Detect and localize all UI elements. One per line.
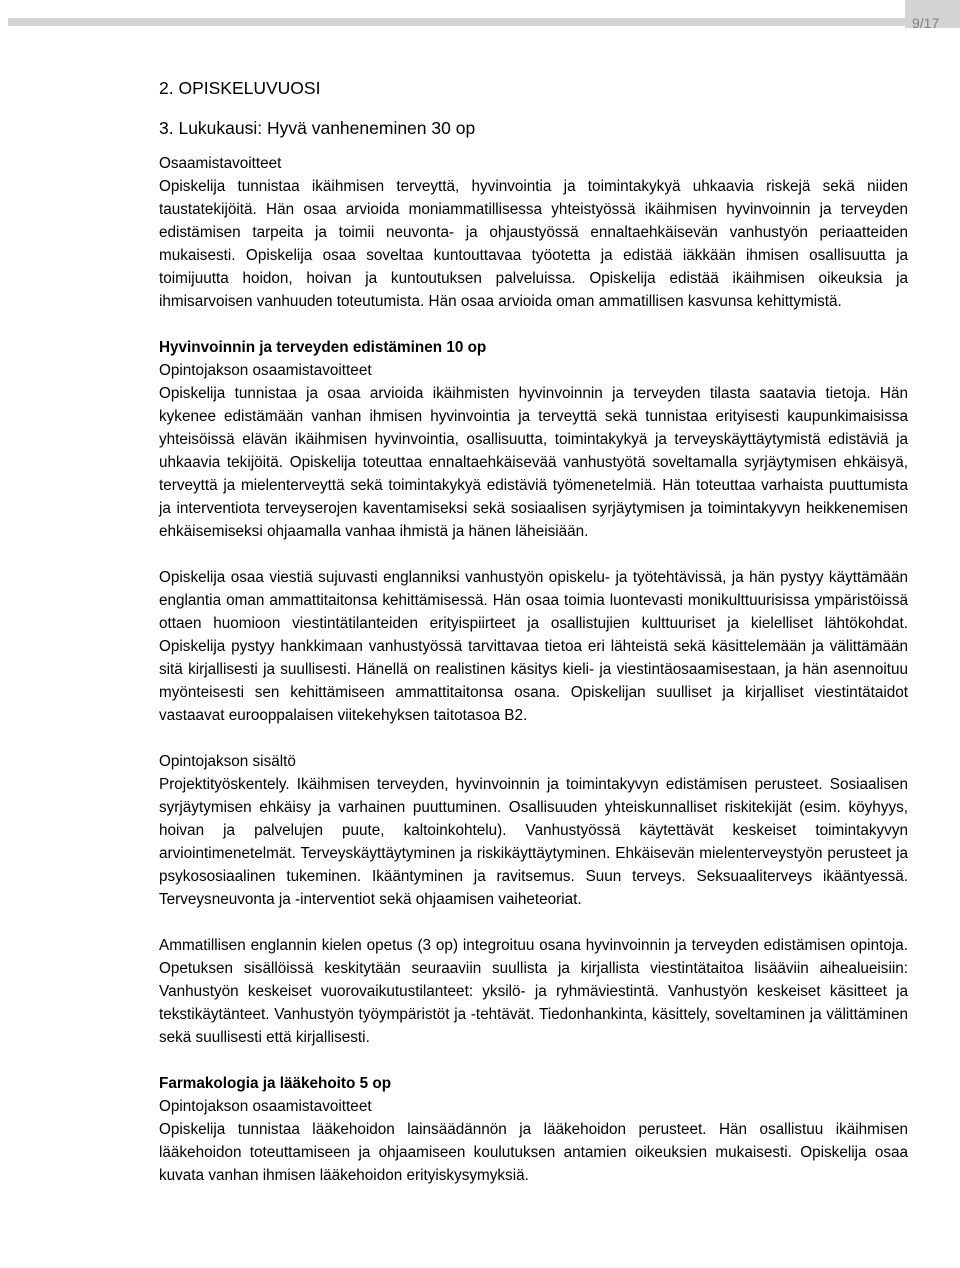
- course1-content-text: Projektityöskentely. Ikäihmisen terveyden, hyvinvoinnin ja toimintakyvyn edistämisen perusteet. Sosiaalisen syrjäytymisen ehkäisy ja varhainen puuttuminen. Osallisuuden yhteiskunnalliset riskitekijät (esim. köyhyys, hoivan ja palvelujen puute, kaltoinkohtelu). Vanhustyössä käytettävät keskeiset toimintakyvyn arviointimenetelmät. Terveyskäyttäytyminen ja riskikäyttäytyminen. Ehkäisevän mielenterveystyön perusteet ja psykososiaalinen tukeminen. Ikääntyminen ja ravitsemus. Suun terveys. Seksuaaliterveys ikääntyessä. Terveysneuvonta ja -interventiot sekä ohjaamisen vaiheteoriat.: [159, 776, 908, 908]
- course2-goals-heading: Opintojakson osaamistavoitteet: [159, 1098, 372, 1115]
- year-heading: 2. OPISKELUVUOSI: [159, 78, 321, 98]
- intro-text: Opiskelija tunnistaa ikäihmisen terveyttä, hyvinvointia ja toimintakykyä uhkaavia riskejä sekä niiden taustatekijöitä. Hän osaa arvioida moniammatillisessa yhteistyössä ikäihmisen hyvinvoinnin ja terveyden edistämisen tarpeita ja toimii neuvonta- ja ohjaustyössä ennaltaehkäisevän vanhustyön periaatteiden mukaisesti. Opiskelija osaa soveltaa kuntouttavaa työotetta ja edistää iäkkään ihmisen osallisuutta ja toimijuutta hoidon, hoivan ja kuntoutuksen palveluissa. Opiskelija edistää ikäihmisen oikeuksia ja ihmisarvoisen vanhuuden toteutumista. Hän osaa arvioida oman ammatillisen kasvunsa kehittymistä.: [159, 178, 908, 310]
- course1-title: Hyvinvoinnin ja terveyden edistäminen 10 op: [159, 339, 487, 356]
- chapter-heading: 3. Lukukausi: Hyvä vanheneminen 30 op: [159, 118, 476, 138]
- course1-content-heading: Opintojakson sisältö: [159, 753, 296, 770]
- page-number: 9/17: [912, 15, 940, 31]
- course1-english-text: Opiskelija osaa viestiä sujuvasti englanniksi vanhustyön opiskelu- ja työtehtävissä, ja hän pystyy käyttämään englantia oman ammattitaitonsa kehittämisessä. Hän osaa toimia luontevasti monikulttuurisissa ympäristöissä ottaen huomioon viestintätilanteiden erityispiirteet ja osallistujien kulttuuriset ja kielelliset lähtökohdat. Opiskelija pystyy hankkimaan vanhustyössä tarvittavaa tietoa eri lähteistä sekä käsittelemään ja välittämään sitä kirjallisesti ja suullisesti. Hänellä on realistinen käsitys kieli- ja viestintäosaamisestaan, ja hän asennoituu myönteisesti sen kehittämiseen ammattitaitonsa osana. Opiskelijan suulliset ja kirjalliset viestintätaidot vastaavat eurooppalaisen viitekehyksen taitotasoa B2.: [159, 569, 908, 724]
- document-body: [159, 66, 908, 1187]
- course1-goals-text: Opiskelija tunnistaa ja osaa arvioida ikäihmisten hyvinvoinnin ja terveyden tilasta saatavia tietoja. Hän kykenee edistämään vanhan ihmisen hyvinvointia ja terveyttä sekä tunnistaa erityisesti kaupunkimaisissa yhteisöissä elävän ikäihmisen hyvinvointia, osallisuutta, toimintakykyä ja terveyskäyttäytymistä edistäviä ja uhkaavia tekijöitä. Opiskelija toteuttaa ennaltaehkäisevää vanhustyötä soveltamalla syrjäytymisen ehkäisyä, terveyttä ja mielenterveyttä sekä toimintakykyä edistäviä työmenetelmiä. Hän toteuttaa varhaista puuttumista ja interventiota terveyserojen kaventamiseksi sekä sosiaalisen syrjäytymisen ja toimintakyvyn heikkenemisen ehkäisemiseksi ohjaamalla vanhaa ihmistä ja hänen läheisiään.: [159, 385, 908, 540]
- course2-goals-text: Opiskelija tunnistaa lääkehoidon lainsäädännön ja lääkehoidon perusteet. Hän osallistuu ikäihmisen lääkehoidon toteuttamiseen ja ohjaamiseen koulutuksen antamien oikeuksien mukaisesti. Opiskelija osaa kuvata vanhan ihmisen lääkehoidon erityiskysymyksiä.: [159, 1121, 908, 1184]
- course1-goals-heading: Opintojakson osaamistavoitteet: [159, 362, 372, 379]
- course1-english-content: Ammatillisen englannin kielen opetus (3 op) integroituu osana hyvinvoinnin ja terveyden edistämisen opintoja. Opetuksen sisällöissä keskitytään seuraaviin suullista ja kirjallista viestintätaitoa lisääviin aihealueisiin: Vanhustyön keskeiset vuorovaikutustilanteet: yksilö- ja ryhmäviestintä. Vanhustyön keskeiset käsitteet ja tekstikäytänteet. Vanhustyön työympäristöt ja -tehtävät. Tiedonhankinta, käsittely, soveltaminen ja välittäminen sekä suullisesti että kirjallisesti.: [159, 937, 908, 1046]
- intro-subheading: Osaamistavoitteet: [159, 155, 282, 172]
- course2-title: Farmakologia ja lääkehoito 5 op: [159, 1075, 392, 1092]
- header-rule: [8, 18, 905, 26]
